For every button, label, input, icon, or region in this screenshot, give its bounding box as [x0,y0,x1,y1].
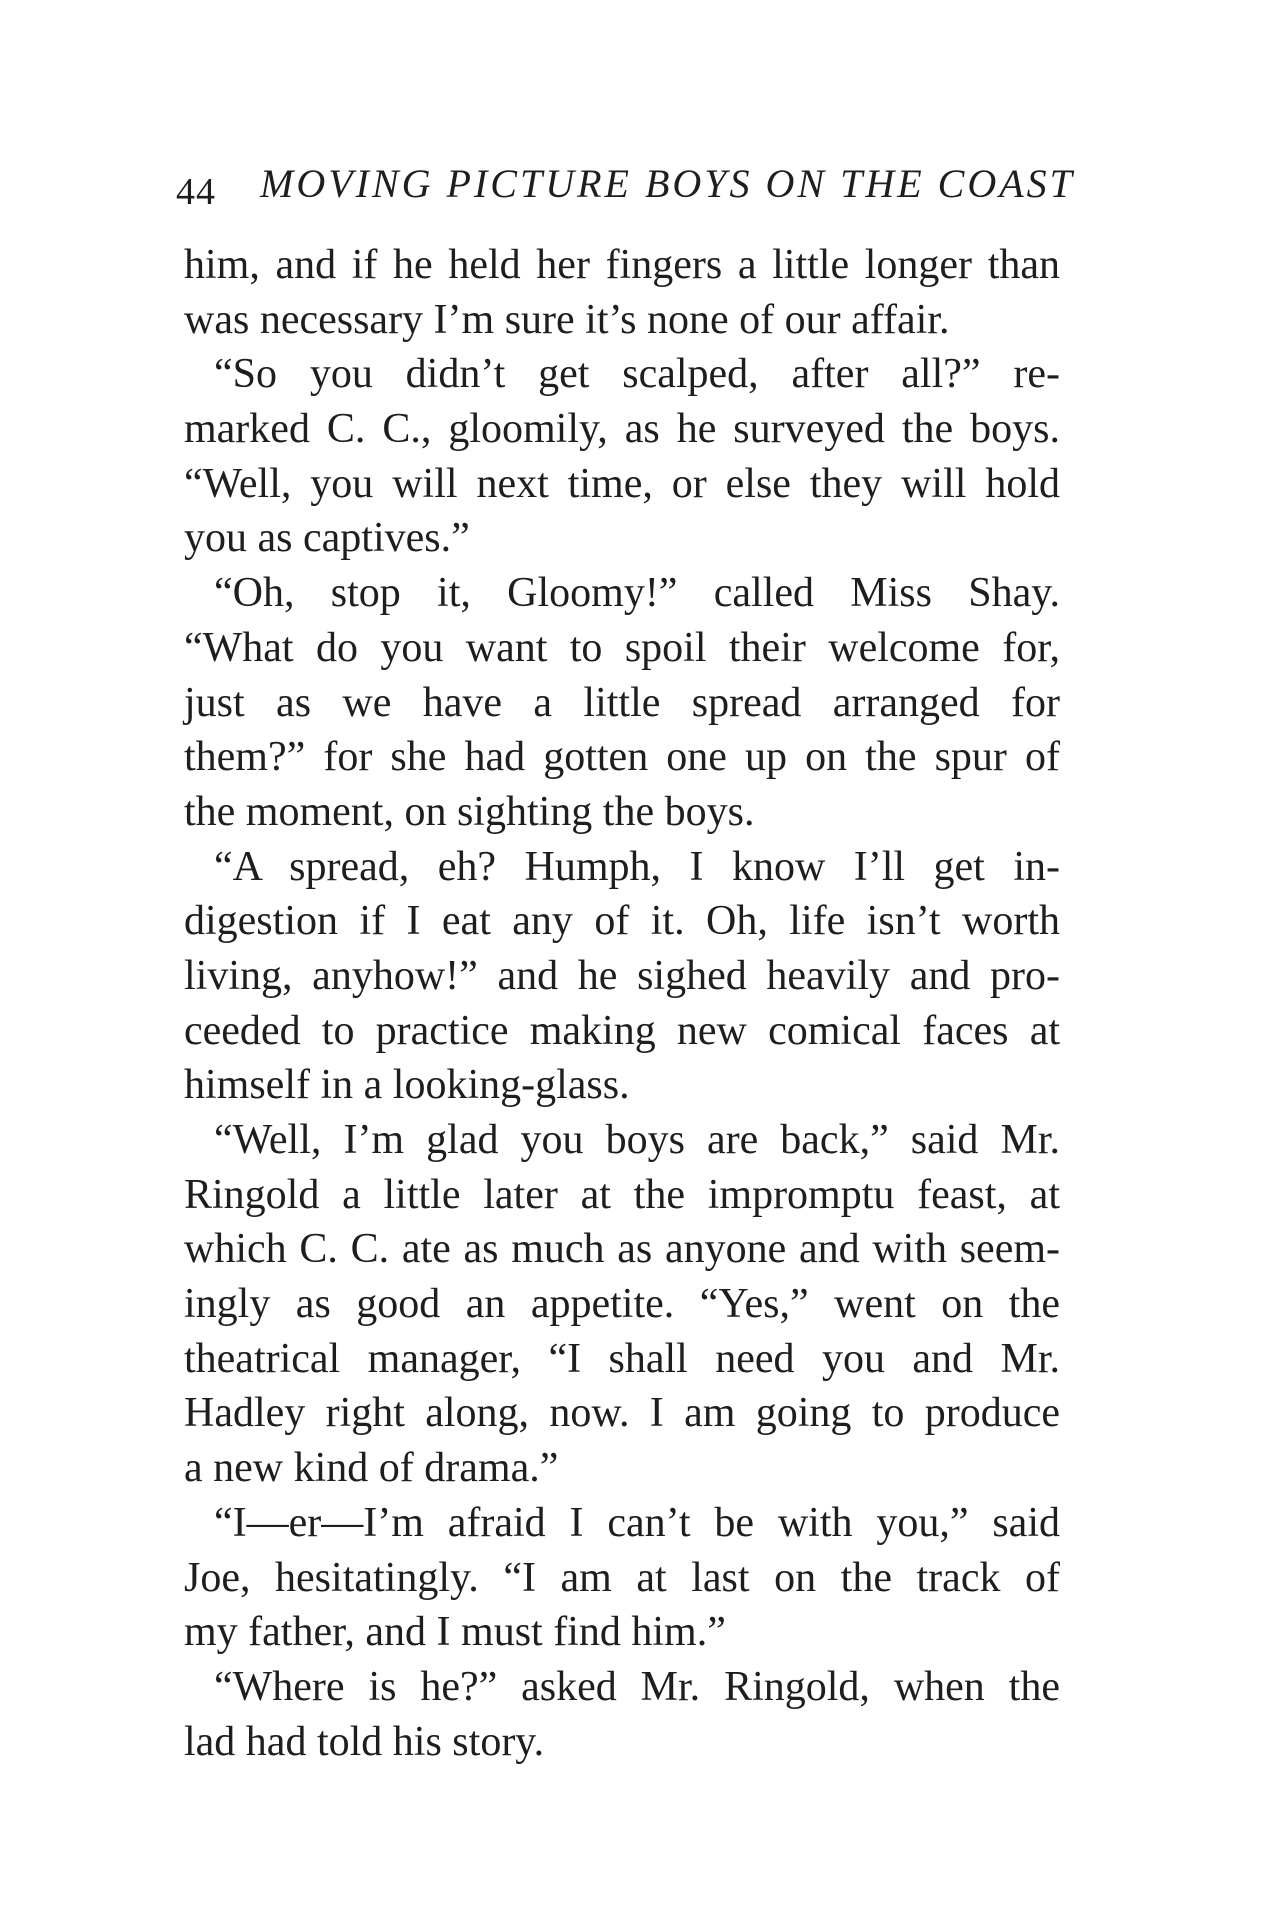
text-line: Joe, hesitatingly. “I am at last on the track of [184,1554,1060,1601]
text-line: ceeded to practice making new comical faces at [184,1007,1060,1054]
text-line: ingly as good an appetite. “Yes,” went on the [184,1281,1060,1328]
text-line: “Oh, stop it, Gloomy!” called Miss Shay. [214,570,1060,617]
text-line: theatrical manager, “I shall need you and Mr. [184,1335,1060,1382]
text-line: digestion if I eat any of it. Oh, life isn’t worth [184,898,1060,945]
text-line: “I—er—I’m afraid I can’t be with you,” said [214,1499,1060,1546]
text-line: was necessary I’m sure it’s none of our affair. [184,296,950,343]
text-line: you as captives.” [184,515,470,562]
body-text [184,238,1060,1769]
page-header [176,160,1075,220]
text-line: the moment, on sighting the boys. [184,788,755,835]
page-number: 44 [176,171,216,213]
text-line: himself in a looking-glass. [184,1062,630,1109]
text-line: which C. C. ate as much as anyone and with seem- [184,1226,1060,1273]
text-line: them?” for she had gotten one up on the spur of [184,734,1060,781]
text-line: Hadley right along, now. I am going to produce [184,1390,1060,1437]
text-line: my father, and I must find him.” [184,1609,726,1656]
text-line: a new kind of drama.” [184,1445,559,1492]
text-line: “Well, I’m glad you boys are back,” said Mr. [214,1117,1060,1163]
text-line: him, and if he held her fingers a little longer than [184,242,1060,288]
text-line: lad had told his story. [184,1718,545,1765]
text-line: “A spread, eh? Humph, I know I’ll get in- [214,843,1060,890]
running-head: MOVING PICTURE BOYS ON THE COAST [260,161,1075,206]
text-line: marked C. C., gloomily, as he surveyed the boys. [184,406,1060,453]
text-line: “What do you want to spoil their welcome for, [184,624,1060,671]
text-line: just as we have a little spread arranged for [184,679,1060,726]
text-line: “Well, you will next time, or else they will hold [184,460,1060,507]
text-line: “So you didn’t get scalped, after all?” re- [214,351,1060,398]
text-line: “Where is he?” asked Mr. Ringold, when the [214,1663,1060,1710]
text-line: living, anyhow!” and he sighed heavily and pro- [184,952,1060,999]
text-line: Ringold a little later at the impromptu feast, at [184,1171,1060,1218]
